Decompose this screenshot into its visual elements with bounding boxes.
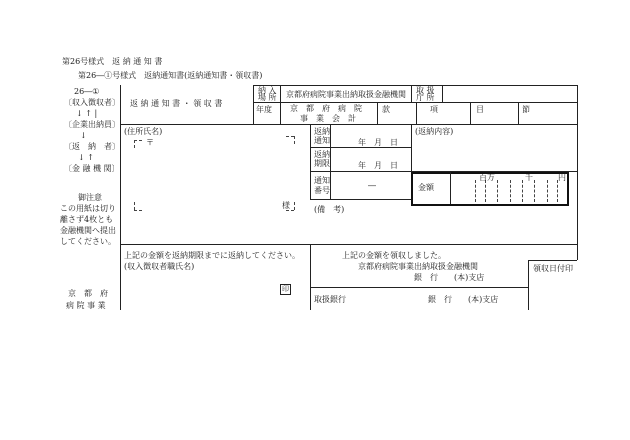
moku-label: 目 xyxy=(476,105,484,114)
amount-label: 金額 xyxy=(418,183,434,192)
frame-line xyxy=(253,85,254,124)
frame-line xyxy=(377,102,378,124)
content-label: (返納内容) xyxy=(415,127,454,136)
digit-separator xyxy=(485,180,486,202)
unit-thousand: 千 xyxy=(525,173,533,182)
frame-line xyxy=(310,171,411,172)
frame-line xyxy=(577,85,578,260)
receiving-bank: 京都府病院事業出納取扱金融機関 xyxy=(358,262,478,271)
flow-arrow: ↓ xyxy=(80,131,87,140)
flow-arrows: ↓ ↑ xyxy=(78,153,94,162)
kan-label: 款 xyxy=(382,105,390,114)
frame-line xyxy=(411,85,412,102)
digit-separator xyxy=(475,180,476,202)
notice-title: 御注意 xyxy=(78,193,102,202)
frame-line xyxy=(310,147,411,148)
handling-bank-label: 取扱銀行 xyxy=(314,295,346,304)
issuer-hospital-business: 病 院 事 業 xyxy=(66,301,106,310)
remarks-label: (備 考) xyxy=(314,205,345,214)
document-title: 返 納 通 知 書 ・ 領 収 書 xyxy=(130,99,223,108)
handling-bank-line: 銀 行 (本)支店 xyxy=(428,295,499,304)
payment-place-label: 場 所 xyxy=(258,93,277,102)
setsu-label: 節 xyxy=(522,105,530,114)
deadline-date: 年 月 日 xyxy=(358,161,398,170)
bank-branch-line: 銀 行 (本)支店 xyxy=(414,273,485,282)
frame-line xyxy=(330,124,331,199)
postal-mark: 〒 xyxy=(146,138,154,147)
payment-place: 京都府病院事業出納取扱金融機関 xyxy=(286,90,406,99)
address-bracket xyxy=(286,136,294,137)
digit-separator xyxy=(497,180,498,202)
unit-million: 百万 xyxy=(479,173,495,182)
frame-line xyxy=(518,102,519,124)
frame-line xyxy=(470,102,471,124)
seal-mark: 印 xyxy=(282,285,289,293)
frame-line xyxy=(120,85,121,310)
notice-date-label: 通知 xyxy=(314,136,330,145)
receipt-statement: 上記の金額を領収しました。 xyxy=(342,251,446,260)
account-name: 事 業 会 計 xyxy=(300,114,356,123)
address-bracket xyxy=(294,202,295,210)
notice-line: この用紙は切り xyxy=(60,204,116,213)
flow-step-payer: 〔返 納 者〕 xyxy=(64,142,120,151)
frame-line xyxy=(450,172,451,204)
digit-separator xyxy=(557,180,558,202)
deadline-label: 返納 xyxy=(314,150,330,159)
honorific: 様 xyxy=(282,201,290,210)
frame-line xyxy=(310,244,311,310)
issuer-prefecture: 京 都 府 xyxy=(68,289,108,298)
flow-arrows: ↓ ↑ | xyxy=(76,109,98,118)
frame-line xyxy=(416,102,417,124)
handling-office-label: 取 扱 xyxy=(416,86,435,95)
handling-office-label: 庁 所 xyxy=(416,93,435,102)
frame-line xyxy=(310,287,528,288)
fiscal-year-label: 年度 xyxy=(256,105,272,114)
notice-line: 離さず4枚とも xyxy=(60,215,114,224)
deadline-label: 期限 xyxy=(314,159,330,168)
notice-date: 年 月 日 xyxy=(358,138,398,147)
digit-separator xyxy=(534,180,535,202)
notice-number-label: 番号 xyxy=(314,186,330,195)
payment-place-label: 納 入 xyxy=(258,86,277,95)
address-bracket xyxy=(134,140,142,141)
frame-line xyxy=(280,85,281,124)
flow-step-bank: 〔金 融 機 関〕 xyxy=(64,164,120,173)
account-name: 京 都 府 病 院 xyxy=(290,104,362,113)
digit-separator xyxy=(510,180,511,202)
frame-line xyxy=(253,85,577,86)
receipt-stamp-label: 領収日付印 xyxy=(533,264,573,273)
frame-line xyxy=(120,244,577,245)
address-bracket xyxy=(286,210,294,211)
collector-label: (収入徴収者職氏名) xyxy=(124,262,195,271)
notice-number: ― xyxy=(368,181,376,190)
address-bracket xyxy=(134,202,135,210)
notice-date-label: 返納 xyxy=(314,127,330,136)
frame-line xyxy=(528,260,529,310)
address-label: (住所氏名) xyxy=(124,127,163,136)
flow-step-cashier: 〔企業出納員〕 xyxy=(64,120,120,129)
frame-line xyxy=(310,199,411,200)
frame-line xyxy=(253,102,577,103)
subform-number: 第26―①号様式 返納通知書(返納通知書・領収書) xyxy=(78,71,263,80)
notice-line: してください。 xyxy=(60,237,116,246)
form-number: 第26号様式 返 納 通 知 書 xyxy=(62,57,163,66)
copy-number: 26―① xyxy=(74,87,100,96)
notice-line: 金融機関へ提出 xyxy=(60,226,116,235)
ko-label: 項 xyxy=(430,105,438,114)
unit-yen: 円 xyxy=(558,173,566,182)
flow-step-collector: 〔収入徴収者〕 xyxy=(64,98,120,107)
address-bracket xyxy=(134,210,142,211)
address-bracket xyxy=(134,140,135,148)
digit-separator xyxy=(547,180,548,202)
frame-line xyxy=(310,124,311,199)
frame-line xyxy=(442,85,443,102)
return-instruction: 上記の金額を返納期限までに返納してください。 xyxy=(124,251,300,260)
frame-line xyxy=(528,260,577,261)
notice-number-label: 通知 xyxy=(314,176,330,185)
digit-separator xyxy=(522,180,523,202)
address-bracket xyxy=(294,136,295,144)
frame-line xyxy=(120,124,577,125)
